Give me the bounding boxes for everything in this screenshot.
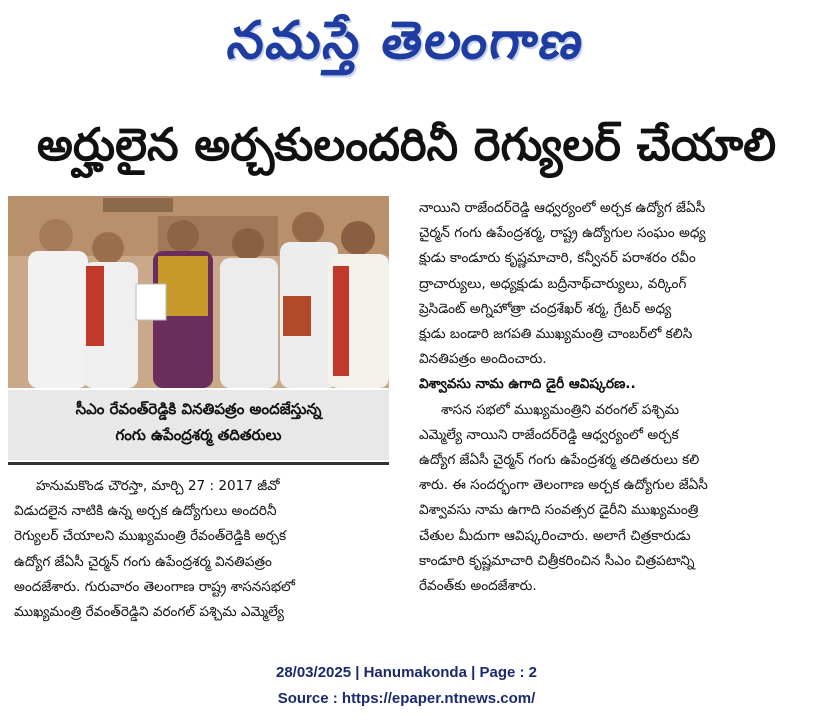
article-subheading: విశ్వావసు నామ ఉగాది డైరీ ఆవిష్కరణ.. bbox=[419, 376, 636, 393]
article-line: ప్రెసిడెంట్ అగ్నిహోత్రా చంద్రశేఖర్ శర్మ, గ్రేటర్ అధ్య bbox=[419, 300, 672, 317]
article-line: శారు. ఈ సందర్భంగా తెలంగాణ అర్చక ఉద్యోగుల జేఏసీ bbox=[419, 477, 708, 494]
article-line: ఎమ్మెల్యే నాయిని రాజేందర్‌రెడ్డి ఆధ్వర్యంలో అర్చక bbox=[419, 426, 679, 443]
article-line: చేతుల మీదుగా ఆవిష్కరించారు. అలాగే చిత్రకారుడు bbox=[419, 527, 691, 544]
article-line: ముఖ్యమంత్రి రేవంత్‌రెడ్డిని వరంగల్ పశ్చిమ ఎమ్మెల్యే bbox=[14, 604, 285, 621]
article-line: చైర్మన్ గంగు ఉపేంద్రశర్మ, రాష్ట్ర ఉద్యోగుల సంఘం అధ్య bbox=[419, 225, 706, 242]
masthead-logo bbox=[0, 2, 813, 80]
article-line: ద్రాచార్యులు, అధ్యక్షుడు బద్రీనాథ్‌చార్యులు, వర్కింగ్ bbox=[419, 275, 687, 292]
article-line: హనుమకొండ చౌరస్తా, మార్చి 27 : 2017 జీవో bbox=[36, 478, 280, 494]
article-line: విశ్వావసు నామ ఉగాది సంవత్సర డైరీని ముఖ్యమంత్రి bbox=[419, 502, 699, 519]
footer-source: Source : https://epaper.ntnews.com/ bbox=[277, 690, 536, 707]
article-column-left bbox=[14, 474, 390, 625]
headline-text: అర్హులైన అర్చకులందరినీ రెగ్యులర్ చేయాలి bbox=[36, 118, 777, 171]
caption-line: సీఎం రేవంత్‌రెడ్డికి వినతిపత్రం అందజేస్తున్న bbox=[75, 400, 322, 418]
article-line: రెగ్యులర్ చేయాలని ముఖ్యమంత్రి రేవంత్‌రెడ్డికి అర్చక bbox=[14, 528, 287, 545]
caption-divider bbox=[8, 462, 389, 465]
article-line: క్షుడు కాండూరు కృష్ణమాచారి, కన్వీనర్ పరాశరం రవీం bbox=[419, 250, 696, 267]
article-line: శాసన సభలో ముఖ్యమంత్రిని వరంగల్ పశ్చిమ bbox=[441, 401, 679, 418]
article-line: విడుదలైన నాటికి ఉన్న అర్చక ఉద్యోగులు అందరినీ bbox=[14, 503, 277, 520]
article-line: ఉద్యోగ జేఏసీ చైర్మన్ గంగు ఉపేంద్రశర్మ తదితరులు కలి bbox=[419, 452, 700, 469]
group-photo-illustration bbox=[8, 196, 389, 388]
masthead-title: నమస్తే తెలంగాణ bbox=[223, 11, 590, 71]
article-line: రేవంత్‌కు అందజేశారు. bbox=[419, 578, 537, 595]
article-line: ఉద్యోగ జేఏసీ చైర్మన్ గంగు ఉపేంద్రశర్మ వినతిపత్రం bbox=[14, 553, 272, 570]
article-line: క్షుడు బండారి జగపతి ముఖ్యమంత్రి చాంబర్‌లో కలిసి bbox=[419, 326, 693, 343]
news-photo bbox=[8, 196, 389, 388]
page-footer bbox=[0, 660, 813, 712]
photo-caption bbox=[8, 390, 389, 460]
footer-date-edition: 28/03/2025 | Hanumakonda | Page : 2 bbox=[275, 664, 537, 681]
article-column-right bbox=[419, 196, 805, 599]
caption-line: గంగు ఉపేంద్రశర్మ తదితరులు bbox=[115, 426, 282, 444]
article-line: నాయిని రాజేందర్‌రెడ్డి ఆధ్వర్యంలో అర్చక ఉద్యోగ జేఏసీ bbox=[419, 200, 706, 216]
article-line: వినతిపత్రం అందించారు. bbox=[419, 351, 547, 368]
article-line: కాండూరి కృష్ణమాచారి చిత్రీకరించిన సీఎం చిత్రపటాన్ని bbox=[419, 552, 695, 569]
headline bbox=[0, 106, 813, 184]
article-line: అందజేశారు. గురువారం తెలంగాణ రాష్ట్ర శాసనసభలో bbox=[14, 578, 295, 595]
